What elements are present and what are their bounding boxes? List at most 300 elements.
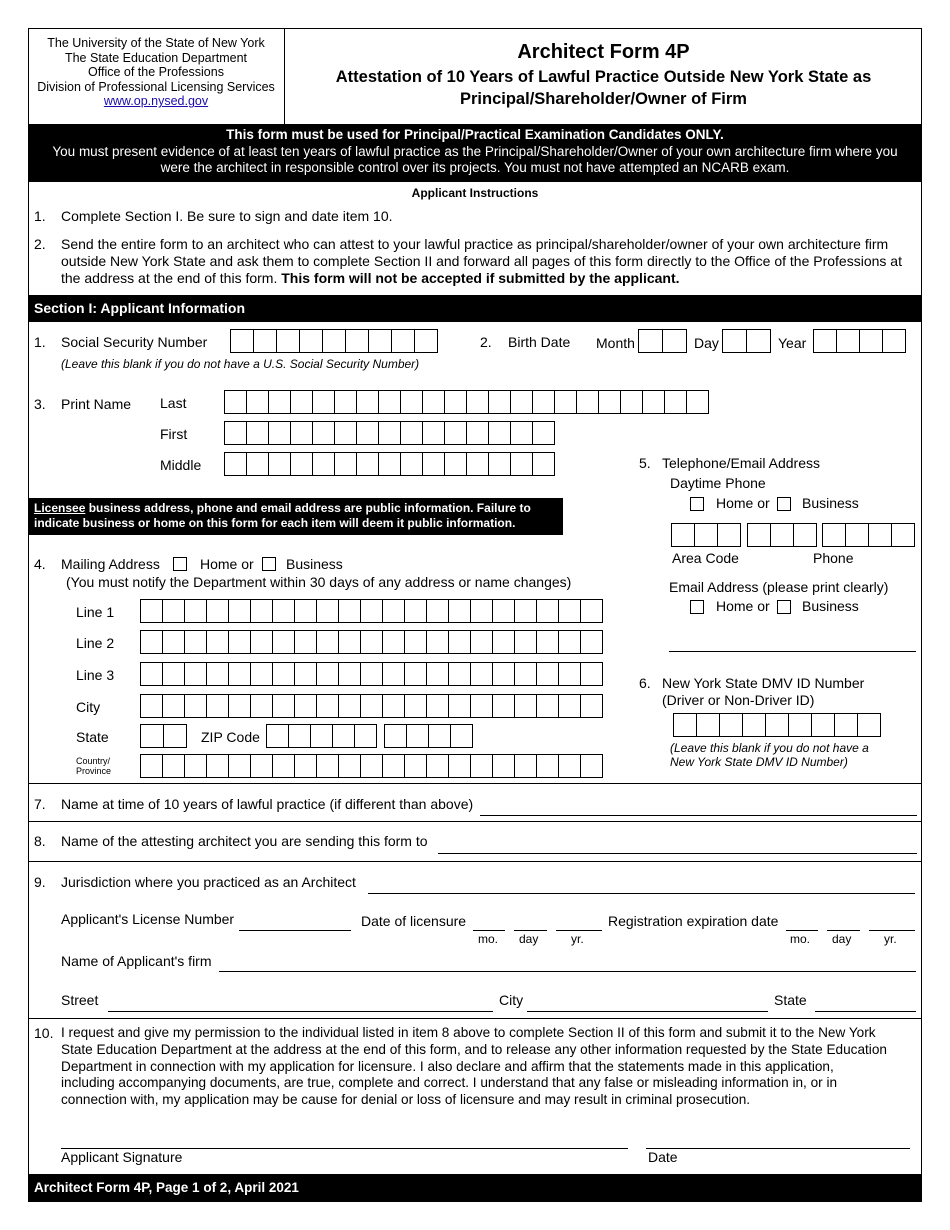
mailing-business-checkbox[interactable] [262, 557, 276, 571]
char-box[interactable] [857, 713, 881, 737]
jurisdiction-input[interactable] [368, 893, 915, 894]
dmv-note [670, 741, 869, 769]
date-label: Date [648, 1149, 678, 1165]
char-box[interactable] [354, 724, 377, 748]
char-box[interactable] [448, 599, 471, 623]
birth-day-label: Day [694, 335, 719, 351]
char-box[interactable] [536, 694, 559, 718]
char-box[interactable] [288, 724, 311, 748]
char-box[interactable] [322, 329, 346, 353]
char-box[interactable] [338, 754, 361, 778]
address-line3-input[interactable] [140, 662, 603, 686]
char-box[interactable] [400, 421, 423, 445]
char-box[interactable] [492, 754, 515, 778]
notice-text: You must present evidence of at least ten years of lawful practice as the Principal/Shareholder/Owner of your own architecture firm where you [52, 143, 898, 159]
mailing-address-label: Mailing Address [61, 556, 160, 572]
char-box[interactable] [356, 421, 379, 445]
char-box[interactable] [228, 694, 251, 718]
char-box[interactable] [532, 421, 555, 445]
q10-number: 10. [34, 1025, 54, 1041]
char-box[interactable] [426, 662, 449, 686]
street-label: Street [61, 992, 99, 1008]
expiration-year-input[interactable] [869, 930, 915, 931]
char-box[interactable] [345, 329, 369, 353]
zip-extension-input[interactable] [384, 724, 473, 748]
char-box[interactable] [536, 754, 559, 778]
char-box[interactable] [746, 329, 771, 353]
char-box[interactable] [834, 713, 858, 737]
char-box[interactable] [294, 754, 317, 778]
char-box[interactable] [470, 662, 493, 686]
char-box[interactable] [770, 523, 794, 547]
char-box[interactable] [719, 713, 743, 737]
char-box[interactable] [206, 694, 229, 718]
mailing-home-checkbox[interactable] [173, 557, 187, 571]
char-box[interactable] [140, 662, 163, 686]
agency-line: Division of Professional Licensing Services [37, 79, 275, 94]
email-input[interactable] [669, 651, 916, 652]
signature-label: Applicant Signature [61, 1149, 183, 1165]
char-box[interactable] [620, 390, 643, 414]
char-box[interactable] [312, 390, 335, 414]
char-box[interactable] [470, 599, 493, 623]
char-box[interactable] [845, 523, 869, 547]
char-box[interactable] [312, 452, 335, 476]
char-box[interactable] [250, 754, 273, 778]
char-box[interactable] [664, 390, 687, 414]
license-number-label: Applicant's License Number [61, 911, 235, 927]
char-box[interactable] [338, 662, 361, 686]
dmv-id-input[interactable] [673, 713, 881, 737]
char-box[interactable] [206, 754, 229, 778]
char-box[interactable] [268, 390, 291, 414]
char-box[interactable] [224, 390, 247, 414]
char-box[interactable] [316, 694, 339, 718]
q6-number: 6. [639, 675, 651, 691]
line3-label: Line 3 [76, 667, 115, 683]
char-box[interactable] [382, 630, 405, 654]
char-box[interactable] [426, 599, 449, 623]
char-box[interactable] [488, 390, 511, 414]
ssn-note: (Leave this blank if you do not have a U.S. Social Security Number) [61, 357, 420, 371]
char-box[interactable] [140, 724, 164, 748]
char-box[interactable] [492, 694, 515, 718]
birth-month-input[interactable] [638, 329, 687, 353]
char-box[interactable] [444, 452, 467, 476]
instruction-2-line: outside New York State and ask them to complete Section II and forward all pages of this form directly to the Office of the Professions at [61, 253, 902, 269]
ssn-input[interactable] [230, 329, 438, 353]
email-home-checkbox[interactable] [690, 600, 704, 614]
phone-home-checkbox[interactable] [690, 497, 704, 511]
instructions-heading: Applicant Instructions [411, 186, 539, 200]
char-box[interactable] [868, 523, 892, 547]
char-box[interactable] [580, 662, 603, 686]
char-box[interactable] [765, 713, 789, 737]
char-box[interactable] [444, 390, 467, 414]
char-box[interactable] [360, 630, 383, 654]
notice-text: were the architect in responsible control over its projects. You must not have attempted an NCARB exam. [160, 160, 790, 175]
char-box[interactable] [250, 630, 273, 654]
char-box[interactable] [228, 662, 251, 686]
char-box[interactable] [184, 694, 207, 718]
char-box[interactable] [246, 452, 269, 476]
char-box[interactable] [378, 421, 401, 445]
char-box[interactable] [510, 421, 533, 445]
phone-business-checkbox[interactable] [777, 497, 791, 511]
char-box[interactable] [162, 694, 185, 718]
char-box[interactable] [404, 694, 427, 718]
char-box[interactable] [448, 754, 471, 778]
char-box[interactable] [554, 390, 577, 414]
char-box[interactable] [356, 390, 379, 414]
address-line1-input[interactable] [140, 599, 603, 623]
char-box[interactable] [404, 599, 427, 623]
instruction-2-line: the address at the end of this form. [61, 270, 278, 286]
char-box[interactable] [558, 630, 581, 654]
email-label: Email Address (please print clearly) [669, 579, 889, 595]
char-box[interactable] [230, 329, 254, 353]
char-box[interactable] [272, 599, 295, 623]
char-box[interactable] [426, 754, 449, 778]
state-label: State [76, 729, 109, 745]
char-box[interactable] [391, 329, 415, 353]
char-box[interactable] [444, 421, 467, 445]
city-label: City [76, 699, 101, 715]
line2-label: Line 2 [76, 635, 115, 651]
char-box[interactable] [696, 713, 720, 737]
char-box[interactable] [532, 390, 555, 414]
licensure-month-input[interactable] [473, 930, 505, 931]
char-box[interactable] [514, 754, 537, 778]
char-box[interactable] [334, 421, 357, 445]
char-box[interactable] [162, 754, 185, 778]
char-box[interactable] [294, 662, 317, 686]
char-box[interactable] [882, 329, 906, 353]
char-box[interactable] [747, 523, 771, 547]
instruction-2-line: Send the entire form to an architect who can attest to your lawful practice as principal/shareholder/owner of your own architecture firm [61, 236, 889, 252]
char-box[interactable] [742, 713, 766, 737]
notice-bold: This form must be used for Principal/Practical Examination Candidates ONLY. [226, 127, 724, 142]
char-box[interactable] [332, 724, 355, 748]
char-box[interactable] [276, 329, 300, 353]
char-box[interactable] [272, 694, 295, 718]
char-box[interactable] [642, 390, 665, 414]
char-box[interactable] [382, 694, 405, 718]
char-box[interactable] [400, 390, 423, 414]
char-box[interactable] [404, 662, 427, 686]
char-box[interactable] [266, 724, 289, 748]
char-box[interactable] [580, 599, 603, 623]
char-box[interactable] [382, 754, 405, 778]
char-box[interactable] [268, 452, 291, 476]
title-block [285, 40, 922, 110]
last-name-label: Last [160, 395, 187, 411]
char-box[interactable] [422, 452, 445, 476]
q9-number: 9. [34, 874, 46, 890]
city-input[interactable] [140, 694, 603, 718]
licensee-link[interactable]: Licensee [34, 501, 86, 515]
char-box[interactable] [378, 390, 401, 414]
char-box[interactable] [294, 630, 317, 654]
char-box[interactable] [382, 599, 405, 623]
char-box[interactable] [140, 754, 163, 778]
char-box[interactable] [338, 694, 361, 718]
country-input[interactable] [140, 754, 603, 778]
char-box[interactable] [184, 754, 207, 778]
birth-day-input[interactable] [722, 329, 771, 353]
agency-block [28, 36, 284, 109]
char-box[interactable] [859, 329, 883, 353]
char-box[interactable] [184, 599, 207, 623]
char-box[interactable] [514, 662, 537, 686]
char-box[interactable] [250, 662, 273, 686]
instruction-number: 2. [34, 236, 46, 252]
char-box[interactable] [334, 452, 357, 476]
char-box[interactable] [272, 630, 295, 654]
char-box[interactable] [184, 662, 207, 686]
form-subtitle: Principal/Shareholder/Owner of Firm [460, 90, 747, 108]
char-box[interactable] [250, 599, 273, 623]
char-box[interactable] [272, 754, 295, 778]
form-subtitle: Attestation of 10 Years of Lawful Practice Outside New York State as [335, 68, 872, 86]
country-label-line: Province [76, 766, 112, 776]
registration-expiration-label: Registration expiration date [608, 913, 779, 929]
char-box[interactable] [492, 630, 515, 654]
dmv-sublabel: (Driver or Non-Driver ID) [662, 692, 815, 708]
char-box[interactable] [466, 390, 489, 414]
char-box[interactable] [426, 630, 449, 654]
char-box[interactable] [294, 694, 317, 718]
char-box[interactable] [310, 724, 333, 748]
char-box[interactable] [488, 421, 511, 445]
business-label: Business [802, 495, 859, 511]
char-box[interactable] [360, 754, 383, 778]
char-box[interactable] [414, 329, 438, 353]
agency-line: Office of the Professions [88, 65, 224, 80]
char-box[interactable] [717, 523, 741, 547]
char-box[interactable] [290, 390, 313, 414]
char-box[interactable] [422, 421, 445, 445]
char-box[interactable] [163, 724, 187, 748]
char-box[interactable] [514, 694, 537, 718]
char-box[interactable] [426, 694, 449, 718]
char-box[interactable] [662, 329, 687, 353]
char-box[interactable] [536, 599, 559, 623]
notice-banner [28, 124, 922, 182]
char-box[interactable] [268, 421, 291, 445]
char-box[interactable] [580, 694, 603, 718]
char-box[interactable] [448, 662, 471, 686]
char-box[interactable] [793, 523, 817, 547]
first-name-input[interactable] [224, 421, 555, 445]
middle-name-label: Middle [160, 457, 202, 473]
char-box[interactable] [360, 599, 383, 623]
char-box[interactable] [294, 599, 317, 623]
char-box[interactable] [206, 662, 229, 686]
char-box[interactable] [694, 523, 718, 547]
char-box[interactable] [162, 630, 185, 654]
agency-line: The State Education Department [64, 50, 248, 65]
char-box[interactable] [470, 630, 493, 654]
char-box[interactable] [536, 662, 559, 686]
expiration-day-input[interactable] [827, 930, 860, 931]
char-box[interactable] [360, 694, 383, 718]
licensure-day-input[interactable] [514, 930, 547, 931]
char-box[interactable] [338, 630, 361, 654]
char-box[interactable] [356, 452, 379, 476]
phone-line-input[interactable] [822, 523, 915, 547]
char-box[interactable] [316, 599, 339, 623]
middle-name-input[interactable] [224, 452, 555, 476]
char-box[interactable] [338, 599, 361, 623]
zip-input[interactable] [266, 724, 377, 748]
q10-line: including accompanying documents, are true, complete and correct. I understand that any false or misleading information in, or in [61, 1075, 838, 1091]
country-label [76, 756, 111, 776]
firm-name-input[interactable] [219, 971, 916, 972]
char-box[interactable] [558, 662, 581, 686]
char-box[interactable] [334, 390, 357, 414]
char-box[interactable] [598, 390, 621, 414]
char-box[interactable] [384, 724, 407, 748]
email-business-checkbox[interactable] [777, 600, 791, 614]
char-box[interactable] [671, 523, 695, 547]
char-box[interactable] [382, 662, 405, 686]
state-input[interactable] [140, 724, 187, 748]
char-box[interactable] [272, 662, 295, 686]
license-number-input[interactable] [239, 930, 351, 931]
char-box[interactable] [448, 630, 471, 654]
char-box[interactable] [450, 724, 473, 748]
char-box[interactable] [891, 523, 915, 547]
char-box[interactable] [228, 630, 251, 654]
q8-input[interactable] [438, 853, 917, 854]
public-notice-text: business address, phone and email address are public information. Failure to [85, 501, 531, 515]
last-name-input[interactable] [224, 390, 709, 414]
firm-state-input[interactable] [815, 1011, 916, 1012]
char-box[interactable] [514, 630, 537, 654]
firm-city-input[interactable] [527, 1011, 768, 1012]
char-box[interactable] [206, 599, 229, 623]
yr-label: yr. [571, 932, 584, 946]
footer-bar [28, 1174, 922, 1202]
char-box[interactable] [536, 630, 559, 654]
instruction-2 [61, 236, 902, 287]
char-box[interactable] [404, 754, 427, 778]
char-box[interactable] [253, 329, 277, 353]
street-input[interactable] [108, 1011, 493, 1012]
char-box[interactable] [558, 599, 581, 623]
char-box[interactable] [184, 630, 207, 654]
char-box[interactable] [422, 390, 445, 414]
char-box[interactable] [510, 390, 533, 414]
form-title: Architect Form 4P [517, 41, 690, 63]
char-box[interactable] [448, 694, 471, 718]
char-box[interactable] [246, 390, 269, 414]
area-code-input[interactable] [671, 523, 741, 547]
q9-label: Jurisdiction where you practiced as an Architect [61, 874, 356, 890]
char-box[interactable] [162, 599, 185, 623]
char-box[interactable] [492, 662, 515, 686]
char-box[interactable] [580, 754, 603, 778]
char-box[interactable] [488, 452, 511, 476]
mo-label: mo. [478, 932, 499, 946]
section1-title: Section I: Applicant Information [34, 300, 246, 316]
char-box[interactable] [228, 599, 251, 623]
char-box[interactable] [514, 599, 537, 623]
char-box[interactable] [466, 452, 489, 476]
char-box[interactable] [228, 754, 251, 778]
char-box[interactable] [299, 329, 323, 353]
char-box[interactable] [290, 421, 313, 445]
char-box[interactable] [246, 421, 269, 445]
char-box[interactable] [312, 421, 335, 445]
char-box[interactable] [404, 630, 427, 654]
char-box[interactable] [316, 662, 339, 686]
print-name-label: Print Name [61, 396, 132, 412]
char-box[interactable] [140, 599, 163, 623]
char-box[interactable] [224, 452, 247, 476]
char-box[interactable] [576, 390, 599, 414]
char-box[interactable] [722, 329, 747, 353]
char-box[interactable] [558, 754, 581, 778]
q7-input[interactable] [480, 815, 917, 816]
phone-prefix-input[interactable] [747, 523, 817, 547]
website-link[interactable]: www.op.nysed.gov [103, 94, 209, 109]
char-box[interactable] [368, 329, 392, 353]
char-box[interactable] [686, 390, 709, 414]
q2-number: 2. [480, 334, 492, 350]
section1-header [28, 295, 922, 322]
char-box[interactable] [162, 662, 185, 686]
char-box[interactable] [406, 724, 429, 748]
char-box[interactable] [316, 630, 339, 654]
char-box[interactable] [470, 694, 493, 718]
char-box[interactable] [470, 754, 493, 778]
char-box[interactable] [822, 523, 846, 547]
expiration-month-input[interactable] [786, 930, 818, 931]
char-box[interactable] [316, 754, 339, 778]
char-box[interactable] [206, 630, 229, 654]
char-box[interactable] [466, 421, 489, 445]
state-label: State [774, 992, 807, 1008]
footer-text: Architect Form 4P, Page 1 of 2, April 2021 [34, 1180, 299, 1195]
char-box[interactable] [290, 452, 313, 476]
char-box[interactable] [224, 421, 247, 445]
address-line2-input[interactable] [140, 630, 603, 654]
char-box[interactable] [250, 694, 273, 718]
char-box[interactable] [140, 694, 163, 718]
char-box[interactable] [638, 329, 663, 353]
char-box[interactable] [140, 630, 163, 654]
char-box[interactable] [813, 329, 837, 353]
licensure-year-input[interactable] [556, 930, 602, 931]
char-box[interactable] [378, 452, 401, 476]
char-box[interactable] [558, 694, 581, 718]
char-box[interactable] [811, 713, 835, 737]
char-box[interactable] [836, 329, 860, 353]
char-box[interactable] [580, 630, 603, 654]
char-box[interactable] [510, 452, 533, 476]
char-box[interactable] [532, 452, 555, 476]
char-box[interactable] [360, 662, 383, 686]
char-box[interactable] [492, 599, 515, 623]
char-box[interactable] [400, 452, 423, 476]
date-input[interactable] [646, 1148, 910, 1149]
char-box[interactable] [673, 713, 697, 737]
char-box[interactable] [428, 724, 451, 748]
birth-year-input[interactable] [813, 329, 906, 353]
char-box[interactable] [788, 713, 812, 737]
